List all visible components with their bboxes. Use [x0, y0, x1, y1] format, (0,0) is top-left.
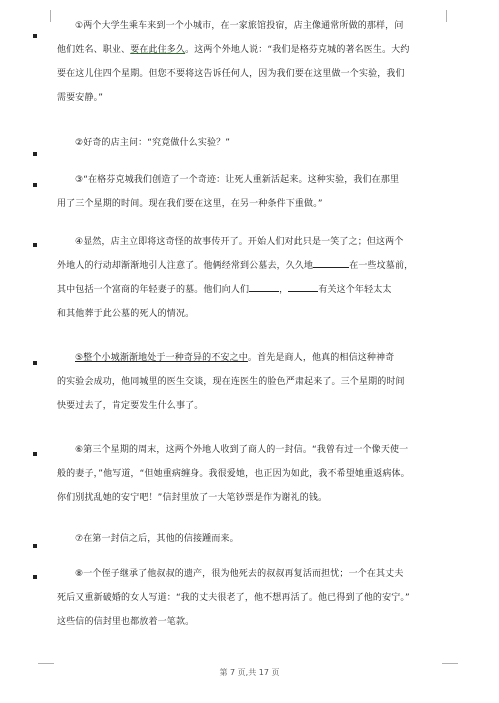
- text-line: 般的妻子，”他写道，“但她重病缠身。我很爱她，也正因为如此，我不希望她重返病体。: [57, 469, 410, 479]
- text-line: ⑦在第一封信之后，其他的信接踵而来。: [75, 534, 239, 544]
- text-line: ⑧一个侄子继承了他叔叔的遗产，很为他死去的叔叔再复活而担忧；一个在其丈夫: [75, 569, 404, 579]
- text-line: ③“在格芬克城我们创造了一个奇迹：让死人重新活起来。这种实验，我们在那里: [75, 175, 400, 185]
- text-line: ⑤整个小城渐渐地处于一种奇异的不安之中。首先是商人，他真的相信这种神奇: [75, 353, 395, 363]
- text-line: ④显然，店主立即将这奇怪的故事传开了。开始人们对此只是一笑了之；但这两个: [75, 237, 404, 247]
- text-line: 快要过去了，肯定要发生什么事了。: [57, 401, 204, 411]
- text-line: 外地人的行动却渐渐地引人注意了。他俩经常到公墓去，久久地 在一些坟墓前，: [57, 254, 445, 278]
- fill-in-blank: [288, 282, 318, 292]
- paragraph-2: [57, 131, 445, 155]
- paragraph-bullet: [33, 575, 37, 579]
- underlined-phrase: 要在此住多久: [130, 45, 186, 55]
- text-line: 的实验会成功，他同城里的医生交谈，现在连医生的脸色严肃起来了。三个星期的时间: [57, 377, 405, 387]
- text-line: 要在这儿住四个星期。但您不要将这告诉任何人，因为我们要在这里做一个实验，我们: [57, 69, 405, 79]
- text-line: 用了三个星期的时间。现在我们要在这里，在另一种条件下重做。”: [57, 199, 323, 209]
- paragraph-bullet: [33, 243, 37, 247]
- paragraph-4: [57, 230, 445, 326]
- text-line: 需要安静。”: [57, 93, 104, 103]
- paragraph-8: [57, 562, 445, 634]
- paragraph-5: [57, 346, 445, 418]
- text-line: 死后又重新破婚的女人写道：“我的丈夫很老了，他不想再活了。他已得到了他的安宁。”: [57, 593, 410, 603]
- text-line: ①两个大学生乘车来到一个小城市，在一家旅馆投宿，店主像通常所做的那样，问: [75, 21, 404, 31]
- paragraph-6: [57, 438, 445, 510]
- paragraph-bullet: [33, 183, 37, 187]
- paragraph-bullet: [33, 152, 37, 156]
- text-line: 这些信的信封里也都放着一笔款。: [57, 617, 195, 627]
- text-line: 你们别扰乱她的安宁吧！”信封里放了一大笔钞票是作为谢礼的钱。: [57, 493, 328, 503]
- page-number-footer: 第 7 页,共 17 页: [219, 668, 280, 677]
- text-line: ②好奇的店主问：“究竟做什么实验？”: [75, 138, 231, 148]
- text-line: 其中包括一个富商的年轻妻子的墓。他们向人们 ， 有关这个年轻太太: [57, 278, 445, 302]
- fill-in-blank: [249, 282, 279, 292]
- fill-in-blank: [313, 258, 349, 268]
- paragraph-bullet: [33, 452, 37, 456]
- text-line: 和其他葬于此公墓的死人的情况。: [57, 309, 195, 319]
- paragraph-7: [57, 527, 445, 551]
- paragraph-bullet: [33, 361, 37, 365]
- crop-mark-top-right: [446, 10, 459, 22]
- text-line: 他们姓名、职业、要在此住多久。这两个外地人说：“我们是格芬克城的著名医生。大约: [57, 45, 410, 55]
- paragraph-bullet: [33, 34, 37, 38]
- paragraph-3: [57, 168, 445, 216]
- paragraph-1: [57, 14, 445, 110]
- crop-mark-top-left: [38, 10, 51, 22]
- paragraph-bullet: [33, 544, 37, 548]
- text-line: ⑥第三个星期的周末，这两个外地人收到了商人的一封信。“我曾有过一个像天使一: [75, 445, 409, 455]
- underlined-sentence: ⑤整个小城渐渐地处于一种奇异的不安之中: [75, 353, 248, 363]
